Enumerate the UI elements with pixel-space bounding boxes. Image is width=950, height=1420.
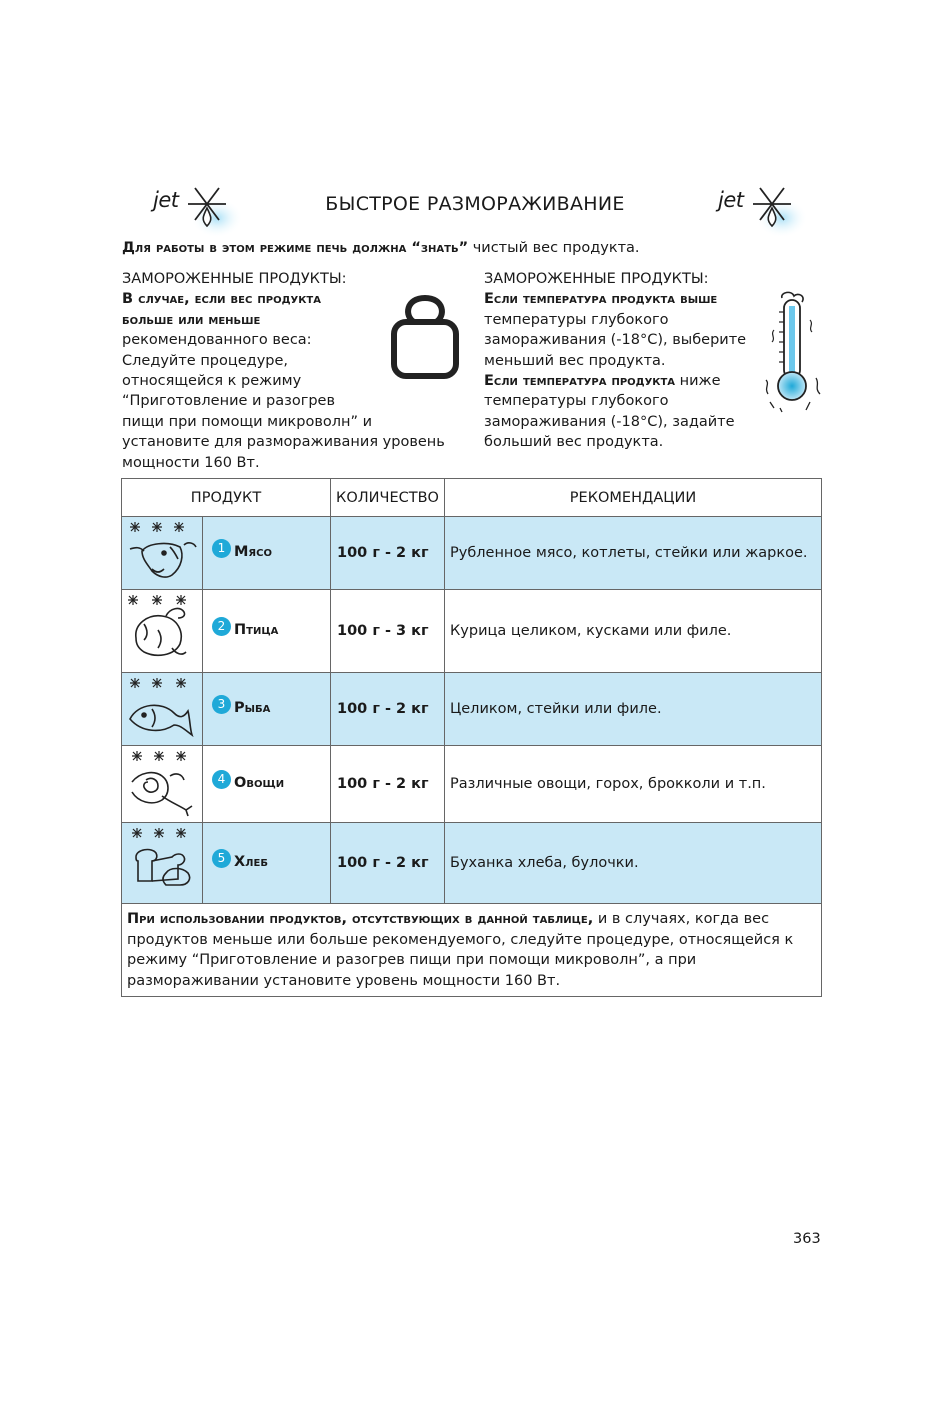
product-icon-cell	[122, 746, 203, 823]
chicken-icon	[122, 590, 202, 668]
right-body-1	[484, 289, 754, 371]
recommendation-cell: Курица целиком, кусками или филе.	[445, 590, 822, 673]
header-product: ПРОДУКТ	[122, 479, 331, 517]
row-number-badge: 3	[212, 695, 231, 714]
right-column	[484, 269, 754, 453]
jet-logo-text: jet	[718, 188, 744, 212]
page-title: БЫСТРОЕ РАЗМОРАЖИВАНИЕ	[325, 193, 625, 215]
product-name: Овощи	[234, 774, 285, 791]
table-row	[122, 823, 822, 904]
intro-bold: Для работы в этом режиме печь должна “знать”	[122, 240, 469, 256]
footer-text: и в случаях, когда вес продуктов меньше или больше рекомендуемого, следуйте процедуре, относящейся к режиму “Приготовление и разогрев пищи при помощи микроволн”, а при размораживании установите уровень мощности 160 Вт.	[127, 911, 794, 989]
product-name-cell	[203, 746, 331, 823]
weight-icon	[388, 292, 462, 382]
product-name: Птица	[234, 621, 279, 638]
product-name: Мясо	[234, 543, 272, 560]
product-name: Хлеб	[234, 853, 268, 870]
recommendation-cell: Буханка хлеба, булочки.	[445, 823, 822, 904]
jet-logo-text: jet	[153, 188, 179, 212]
product-name-cell	[203, 517, 331, 590]
quantity-cell: 100 г - 2 кг	[331, 517, 445, 590]
page-number: 363	[793, 1231, 821, 1247]
table-row	[122, 673, 822, 746]
table-header-row	[122, 479, 822, 517]
intro-rest: чистый вес продукта.	[468, 240, 640, 256]
vegetables-icon	[122, 746, 202, 818]
recommendation-cell: Различные овощи, горох, брокколи и т.п.	[445, 746, 822, 823]
product-icon-cell	[122, 590, 203, 673]
quantity-cell: 100 г - 3 кг	[331, 590, 445, 673]
product-icon-cell	[122, 823, 203, 904]
product-name: Рыба	[234, 699, 271, 716]
jet-logo-right	[718, 180, 808, 240]
table-row	[122, 746, 822, 823]
jet-snowflake-drop-icon	[748, 180, 808, 240]
recommendation-cell: Целиком, стейки или филе.	[445, 673, 822, 746]
product-icon-cell	[122, 517, 203, 590]
bread-icon	[122, 823, 202, 899]
frozen-thermometer-icon	[760, 290, 826, 415]
left-heading: ЗАМОРОЖЕННЫЕ ПРОДУКТЫ:	[122, 271, 347, 287]
right-heading: ЗАМОРОЖЕННЫЕ ПРОДУКТЫ:	[484, 271, 709, 287]
row-number-badge: 5	[212, 849, 231, 868]
left-bold: В случае, если вес продукта больше или меньше	[122, 291, 321, 328]
table-footer-note	[122, 904, 822, 997]
quantity-cell: 100 г - 2 кг	[331, 823, 445, 904]
product-name-cell	[203, 823, 331, 904]
right-text-1: температуры глубокого замораживания (-18°C), выберите меньший вес продукта.	[484, 311, 747, 369]
right-text-2: ниже температуры глубокого замораживания (-18°C), задайте больший вес продукта.	[484, 373, 735, 451]
table-row	[122, 590, 822, 673]
footer-bold: При использовании продуктов, отсутствующих в данной таблице,	[127, 911, 594, 927]
row-number-badge: 2	[212, 617, 231, 636]
right-bold-1: Если температура продукта выше	[484, 291, 718, 308]
product-name-cell	[203, 590, 331, 673]
left-text-part: рекомендованного веса: Следуйте процедуре, относящейся к режиму “Приготовление и разогрев пищи при помощи микроволн” и установите для размораживания уровень мощности 160 Вт.	[122, 332, 445, 471]
table-footer-row	[122, 904, 822, 997]
table-row	[122, 517, 822, 590]
product-icon-cell	[122, 673, 203, 746]
quantity-cell: 100 г - 2 кг	[331, 673, 445, 746]
header-quantity: КОЛИЧЕСТВО	[331, 479, 445, 517]
right-body-2	[484, 371, 754, 453]
product-name-cell	[203, 673, 331, 746]
right-bold-2: Если температура продукта	[484, 373, 676, 390]
intro-text	[122, 240, 640, 256]
defrost-table	[121, 478, 822, 997]
header-recommendations: РЕКОМЕНДАЦИИ	[445, 479, 822, 517]
fish-icon	[122, 673, 202, 741]
row-number-badge: 4	[212, 770, 231, 789]
row-number-badge: 1	[212, 539, 231, 558]
cow-icon	[122, 517, 202, 585]
recommendation-cell: Рубленное мясо, котлеты, стейки или жаркое.	[445, 517, 822, 590]
quantity-cell: 100 г - 2 кг	[331, 746, 445, 823]
